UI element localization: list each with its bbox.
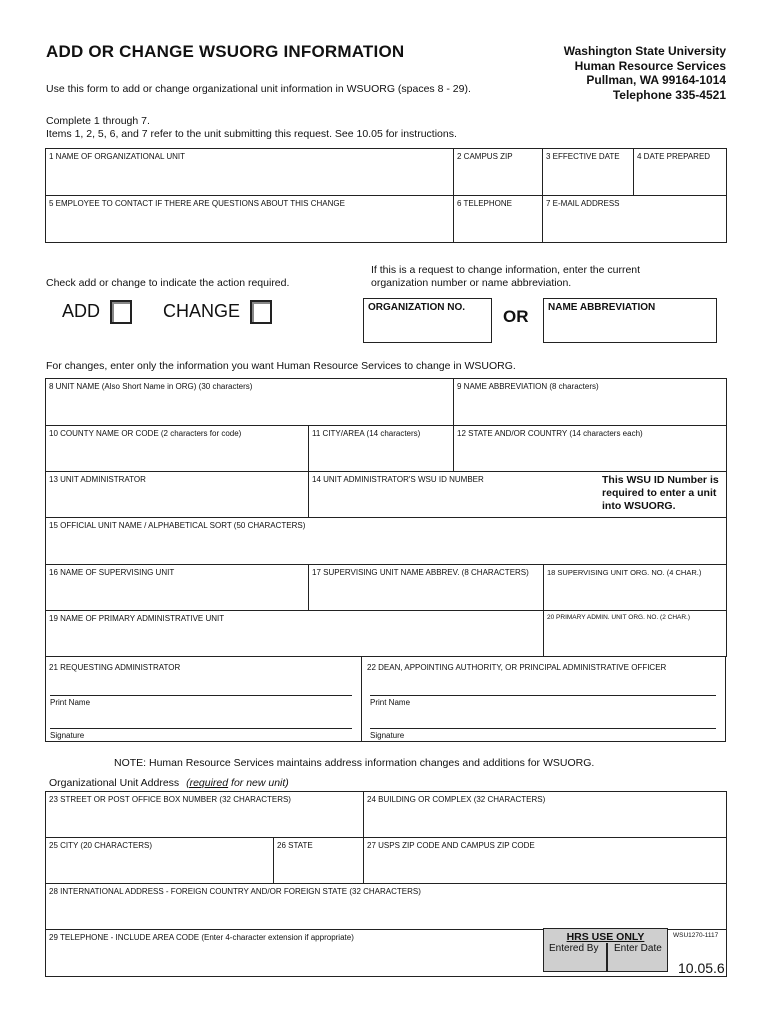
- field-17-supervising-abbrev[interactable]: 17 SUPERVISING UNIT NAME ABBREV. (8 CHARACTERS): [309, 565, 544, 611]
- field-4-date-prepared[interactable]: 4 DATE PREPARED: [634, 149, 727, 196]
- field-12-state-country[interactable]: 12 STATE AND/OR COUNTRY (14 characters each): [454, 426, 727, 472]
- request-text-line-2: organization number or name abbreviation.: [371, 277, 572, 289]
- address-required-word: (required: [186, 777, 229, 789]
- field-21-print-name-label: Print Name: [50, 698, 91, 707]
- name-abbreviation-field[interactable]: [543, 298, 717, 343]
- field-22-signature-label: Signature: [370, 731, 405, 740]
- org-line-university: Washington State University: [563, 44, 726, 58]
- field-24-building[interactable]: 24 BUILDING OR COMPLEX (32 CHARACTERS): [364, 792, 727, 838]
- page-code: 10.05.6: [678, 960, 725, 976]
- change-checkbox[interactable]: [250, 300, 272, 324]
- field-21-signature-line[interactable]: [50, 728, 352, 729]
- org-line-city: Pullman, WA 99164-1014: [586, 73, 726, 87]
- wsu-id-required-note: This WSU ID Number is required to enter a unit into WSUORG.: [600, 472, 724, 515]
- field-18-supervising-org-no[interactable]: 18 SUPERVISING UNIT ORG. NO. (4 CHAR.): [544, 565, 727, 611]
- field-28-international-address[interactable]: 28 INTERNATIONAL ADDRESS - FOREIGN COUNTRY AND/OR FOREIGN STATE (32 CHARACTERS): [46, 884, 727, 930]
- org-line-department: Human Resource Services: [574, 58, 726, 73]
- hrs-use-only-box: [543, 928, 668, 972]
- instruction-line-2: Items 1, 2, 5, 6, and 7 refer to the unit submitting this request. See 10.05 for instructions.: [46, 128, 457, 140]
- signature-block: [45, 656, 726, 742]
- hrs-use-only-title: HRS USE ONLY: [566, 931, 645, 943]
- field-21-print-name-line[interactable]: [50, 695, 352, 696]
- or-label: OR: [503, 307, 529, 326]
- field-27-zip[interactable]: 27 USPS ZIP CODE AND CAMPUS ZIP CODE: [364, 838, 727, 884]
- contact-fields-table: [45, 148, 727, 243]
- field-26-state[interactable]: 26 STATE: [274, 838, 364, 884]
- field-22-signature-line[interactable]: [370, 728, 716, 729]
- check-action-text: Check add or change to indicate the action required.: [46, 277, 290, 289]
- field-20-primary-admin-org-no[interactable]: 20 PRIMARY ADMIN. UNIT ORG. NO. (2 CHAR.): [544, 611, 727, 657]
- field-21-signature-label: Signature: [50, 731, 85, 740]
- field-8-unit-name[interactable]: 8 UNIT NAME (Also Short Name in ORG) (30 characters): [46, 379, 454, 426]
- field-22-print-name-label: Print Name: [370, 698, 411, 707]
- hrs-entered-by-label: Entered By: [549, 943, 599, 954]
- field-7-email-address[interactable]: 7 E-MAIL ADDRESS: [543, 196, 727, 243]
- field-25-city[interactable]: 25 CITY (20 CHARACTERS): [46, 838, 274, 884]
- change-label: CHANGE: [163, 301, 241, 321]
- name-abbreviation-label: NAME ABBREVIATION: [548, 302, 656, 313]
- address-required-rest: for new unit): [228, 777, 289, 789]
- field-9-name-abbreviation[interactable]: 9 NAME ABBREVIATION (8 characters): [454, 379, 727, 426]
- field-19-primary-admin-unit[interactable]: 19 NAME OF PRIMARY ADMINISTRATIVE UNIT: [46, 611, 544, 657]
- field-14-label: 14 UNIT ADMINISTRATOR'S WSU ID NUMBER: [312, 475, 484, 484]
- hrs-enter-date-label: Enter Date: [614, 943, 662, 954]
- org-address-block: [564, 44, 726, 102]
- field-15-official-unit-name[interactable]: 15 OFFICIAL UNIT NAME / ALPHABETICAL SORT (50 CHARACTERS): [46, 518, 727, 565]
- form-title: ADD OR CHANGE WSUORG INFORMATION: [46, 42, 405, 61]
- unit-fields-table: [45, 378, 727, 657]
- field-23-street[interactable]: 23 STREET OR POST OFFICE BOX NUMBER (32 CHARACTERS): [46, 792, 364, 838]
- field-2-campus-zip[interactable]: 2 CAMPUS ZIP: [454, 149, 543, 196]
- form-id: WSU1270-1117: [673, 932, 719, 939]
- address-heading-text: Organizational Unit Address: [49, 777, 180, 789]
- signature-divider: [361, 657, 362, 741]
- field-22-print-name-line[interactable]: [370, 695, 716, 696]
- organization-number-label: ORGANIZATION NO.: [368, 302, 466, 313]
- request-text-line-1: If this is a request to change information, enter the current: [371, 264, 641, 276]
- hrs-divider: [606, 943, 608, 972]
- address-note: NOTE: Human Resource Services maintains address information changes and additions for WSUORG.: [114, 757, 595, 769]
- instruction-line-1: Complete 1 through 7.: [46, 115, 150, 127]
- field-3-effective-date[interactable]: 3 EFFECTIVE DATE: [543, 149, 634, 196]
- add-checkbox[interactable]: [110, 300, 132, 324]
- field-13-unit-administrator[interactable]: 13 UNIT ADMINISTRATOR: [46, 472, 309, 518]
- field-21-label: 21 REQUESTING ADMINISTRATOR: [49, 663, 181, 672]
- field-10-county[interactable]: 10 COUNTY NAME OR CODE (2 characters for code): [46, 426, 309, 472]
- org-line-phone: Telephone 335-4521: [612, 87, 726, 102]
- changes-instruction-text: For changes, enter only the information you want Human Resource Services to change in WSUORG.: [46, 360, 516, 372]
- organization-number-field[interactable]: [363, 298, 492, 343]
- field-16-supervising-unit[interactable]: 16 NAME OF SUPERVISING UNIT: [46, 565, 309, 611]
- field-14-wsu-id[interactable]: [309, 472, 727, 518]
- field-29-label: 29 TELEPHONE - INCLUDE AREA CODE (Enter 4-character extension if appropriate): [49, 933, 354, 942]
- field-1-org-unit-name[interactable]: 1 NAME OF ORGANIZATIONAL UNIT: [46, 149, 454, 196]
- field-22-label: 22 DEAN, APPOINTING AUTHORITY, OR PRINCIPAL ADMINISTRATIVE OFFICER: [367, 663, 667, 672]
- field-6-telephone[interactable]: 6 TELEPHONE: [454, 196, 543, 243]
- field-5-employee-contact[interactable]: 5 EMPLOYEE TO CONTACT IF THERE ARE QUESTIONS ABOUT THIS CHANGE: [46, 196, 454, 243]
- field-11-city-area[interactable]: 11 CITY/AREA (14 characters): [309, 426, 454, 472]
- add-label: ADD: [62, 301, 101, 321]
- address-heading: [49, 777, 289, 789]
- intro-text: Use this form to add or change organizational unit information in WSUORG (spaces 8 - 29).: [46, 83, 471, 95]
